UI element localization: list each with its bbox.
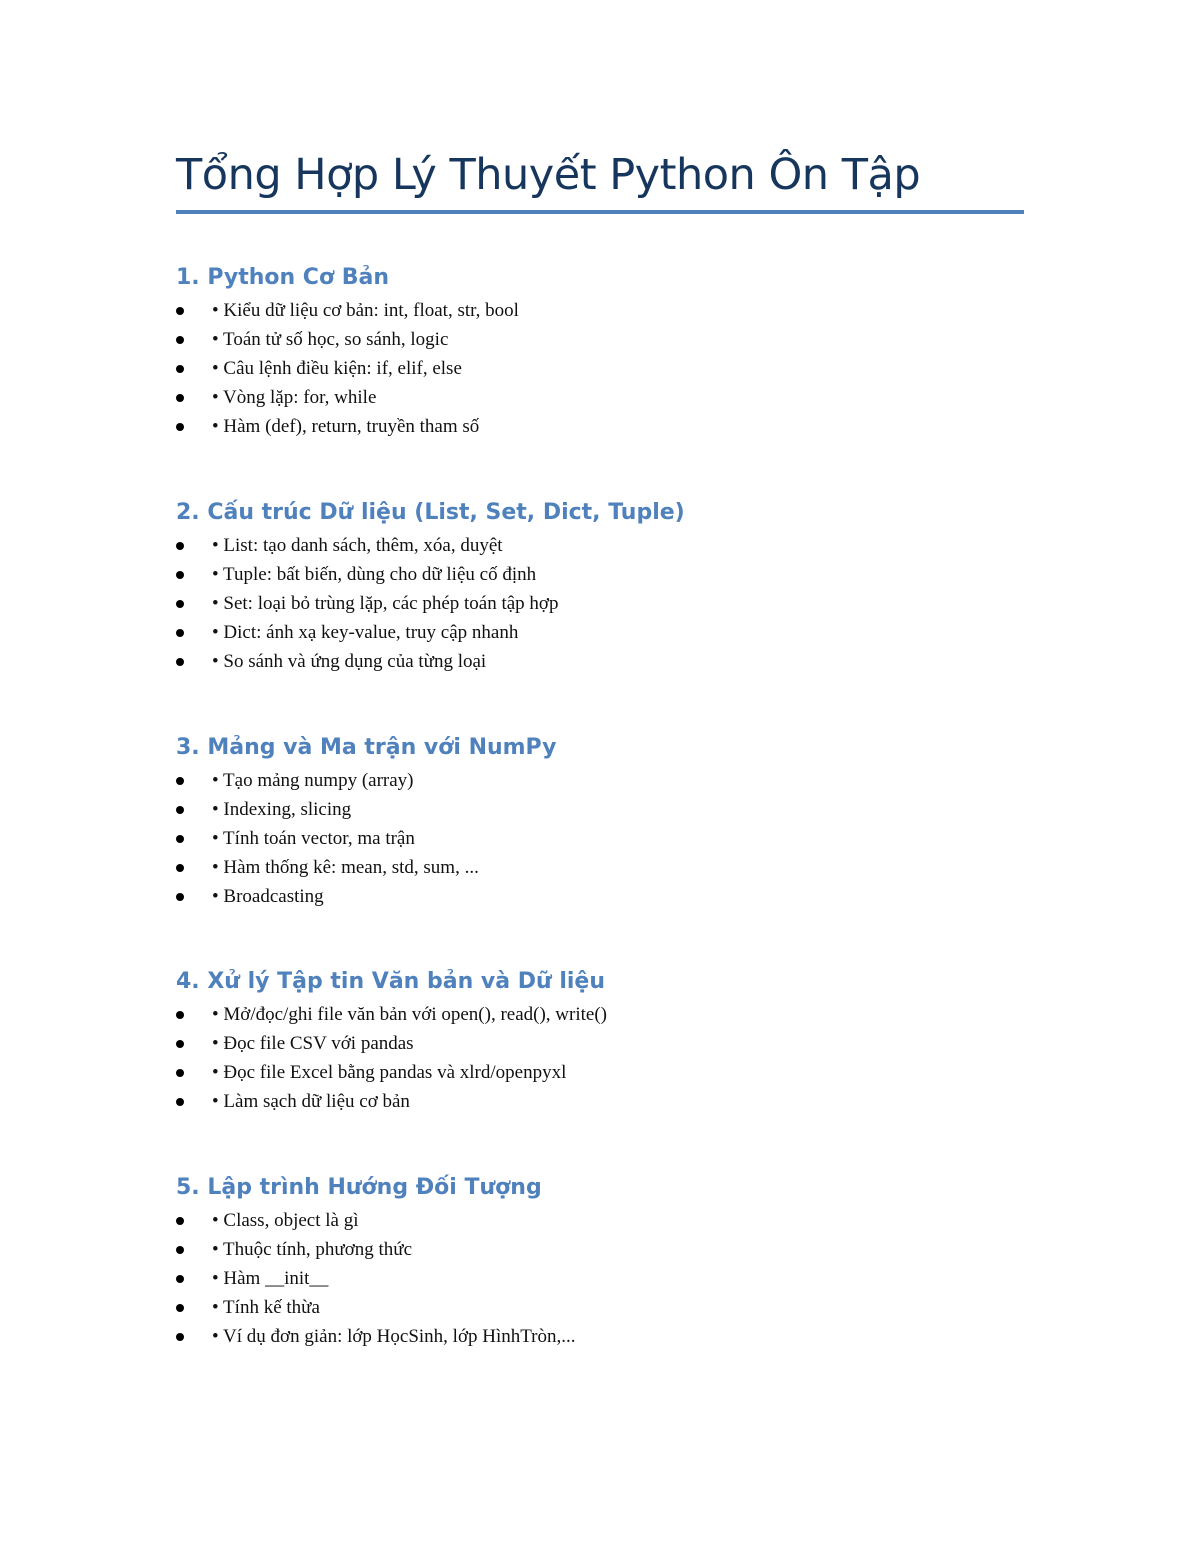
section-heading: 4. Xử lý Tập tin Văn bản và Dữ liệu xyxy=(176,969,605,994)
bullet-icon xyxy=(176,307,184,315)
bullet-icon xyxy=(176,864,184,872)
bullet-icon xyxy=(176,806,184,814)
list-item: • So sánh và ứng dụng của từng loại xyxy=(176,647,1024,676)
bullet-list xyxy=(176,1000,1024,1116)
list-item: • Làm sạch dữ liệu cơ bản xyxy=(176,1087,1024,1116)
list-item: • Đọc file CSV với pandas xyxy=(176,1029,1024,1058)
list-item: • Mở/đọc/ghi file văn bản với open(), read(), write() xyxy=(176,1000,1024,1029)
bullet-icon xyxy=(176,1304,184,1312)
document-title: Tổng Hợp Lý Thuyết Python Ôn Tập xyxy=(176,150,921,200)
section-heading: 1. Python Cơ Bản xyxy=(176,265,390,290)
list-item: • Toán tử số học, so sánh, logic xyxy=(176,325,1024,354)
list-item: • Hàm thống kê: mean, std, sum, ... xyxy=(176,853,1024,882)
document-page xyxy=(176,140,1024,1351)
bullet-icon xyxy=(176,893,184,901)
bullet-icon xyxy=(176,629,184,637)
bullet-icon xyxy=(176,542,184,550)
list-item: • List: tạo danh sách, thêm, xóa, duyệt xyxy=(176,531,1024,560)
section-python-basics xyxy=(176,262,1024,441)
bullet-list xyxy=(176,766,1024,911)
list-item: • Broadcasting xyxy=(176,882,1024,911)
bullet-icon xyxy=(176,777,184,785)
list-item: • Câu lệnh điều kiện: if, elif, else xyxy=(176,354,1024,383)
section-data-structures xyxy=(176,497,1024,676)
bullet-icon xyxy=(176,1275,184,1283)
section-file-handling xyxy=(176,966,1024,1116)
bullet-icon xyxy=(176,571,184,579)
bullet-icon xyxy=(176,658,184,666)
list-item: • Tạo mảng numpy (array) xyxy=(176,766,1024,795)
bullet-icon xyxy=(176,600,184,608)
section-numpy xyxy=(176,732,1024,911)
section-heading: 3. Mảng và Ma trận với NumPy xyxy=(176,735,557,760)
list-item: • Thuộc tính, phương thức xyxy=(176,1235,1024,1264)
bullet-icon xyxy=(176,336,184,344)
list-item: • Tính toán vector, ma trận xyxy=(176,824,1024,853)
list-item: • Tuple: bất biến, dùng cho dữ liệu cố định xyxy=(176,560,1024,589)
bullet-icon xyxy=(176,1069,184,1077)
list-item: • Tính kế thừa xyxy=(176,1293,1024,1322)
bullet-list xyxy=(176,1206,1024,1351)
bullet-icon xyxy=(176,1040,184,1048)
bullet-icon xyxy=(176,1217,184,1225)
list-item: • Indexing, slicing xyxy=(176,795,1024,824)
list-item: • Hàm (def), return, truyền tham số xyxy=(176,412,1024,441)
list-item: • Vòng lặp: for, while xyxy=(176,383,1024,412)
bullet-icon xyxy=(176,1246,184,1254)
bullet-icon xyxy=(176,423,184,431)
list-item: • Đọc file Excel bằng pandas và xlrd/openpyxl xyxy=(176,1058,1024,1087)
section-heading: 5. Lập trình Hướng Đối Tượng xyxy=(176,1175,542,1200)
list-item: • Hàm __init__ xyxy=(176,1264,1024,1293)
section-heading: 2. Cấu trúc Dữ liệu (List, Set, Dict, Tuple) xyxy=(176,500,685,525)
bullet-list xyxy=(176,296,1024,441)
title-underline xyxy=(176,210,1024,214)
bullet-icon xyxy=(176,1098,184,1106)
bullet-icon xyxy=(176,835,184,843)
bullet-icon xyxy=(176,394,184,402)
list-item: • Kiểu dữ liệu cơ bản: int, float, str, bool xyxy=(176,296,1024,325)
list-item: • Set: loại bỏ trùng lặp, các phép toán tập hợp xyxy=(176,589,1024,618)
bullet-icon xyxy=(176,1011,184,1019)
list-item: • Class, object là gì xyxy=(176,1206,1024,1235)
bullet-list xyxy=(176,531,1024,676)
list-item: • Dict: ánh xạ key-value, truy cập nhanh xyxy=(176,618,1024,647)
list-item: • Ví dụ đơn giản: lớp HọcSinh, lớp HìnhTròn,... xyxy=(176,1322,1024,1351)
bullet-icon xyxy=(176,1333,184,1341)
bullet-icon xyxy=(176,365,184,373)
section-oop xyxy=(176,1172,1024,1351)
